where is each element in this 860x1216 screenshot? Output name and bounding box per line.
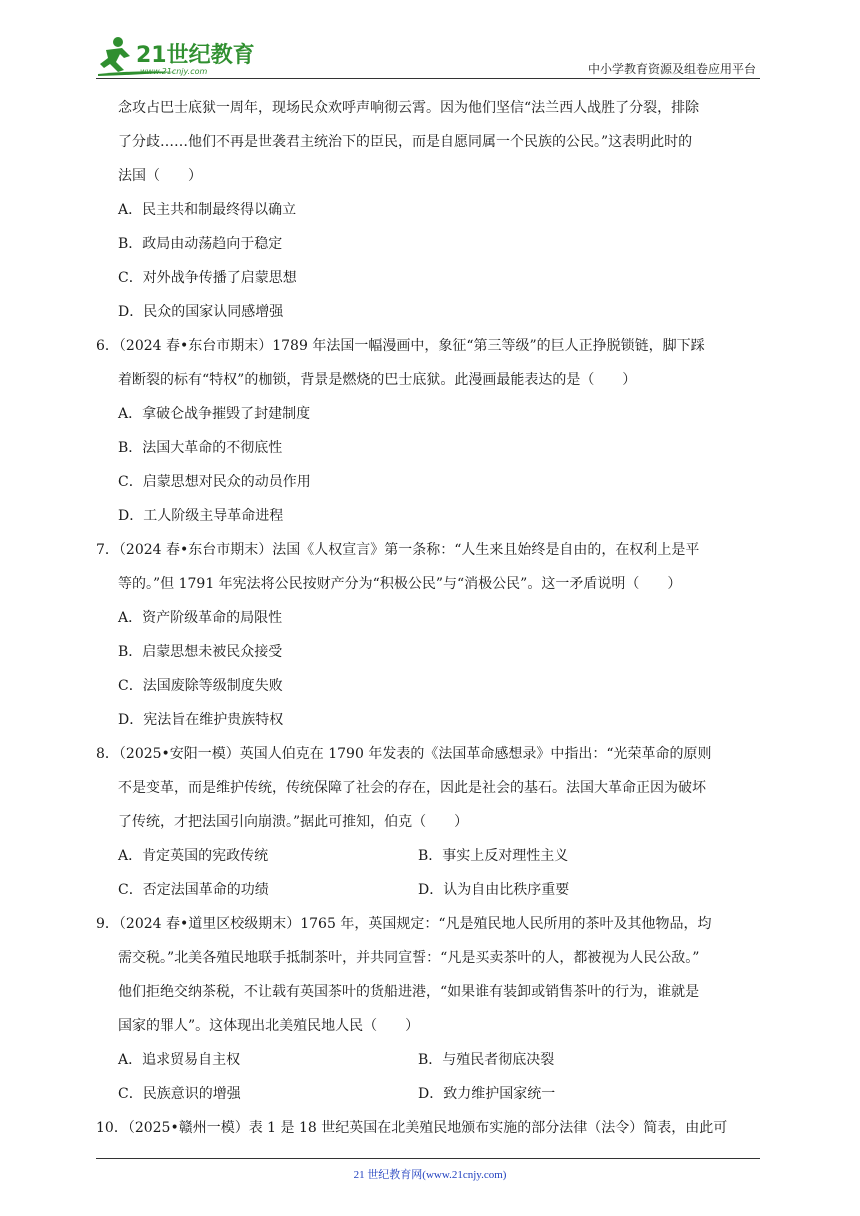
page-header [96,34,760,80]
option-b[interactable]: B．政局由动荡趋向于稳定 [118,236,283,252]
question-8-stem: 8．（2025•安阳一模）英国人伯克在 1790 年发表的《法国革命感想录》中指出：“光荣革命的原则 [96,746,712,762]
question-text-line: 等的。”但 1791 年宪法将公民按财产分为“积极公民”与“消极公民”。这一矛盾说明（ ） [118,576,682,592]
option-d[interactable]: D．致力维护国家统一 [418,1086,556,1102]
platform-name: 中小学教育资源及组卷应用平台 [587,62,756,76]
option-c[interactable]: C．法国废除等级制度失败 [118,678,283,694]
footer-divider [96,1158,760,1159]
option-d[interactable]: D．民众的国家认同感增强 [118,304,284,320]
question-text-line: 法国（ ） [118,168,202,184]
question-text-line: 了传统，才把法国引向崩溃。”据此可推知，伯克（ ） [118,814,469,830]
option-c[interactable]: C．民族意识的增强 [118,1086,241,1102]
question-text-line: 了分歧……他们不再是世袭君主统治下的臣民，而是自愿同属一个民族的公民。”这表明此时的 [118,134,693,150]
option-a[interactable]: A．拿破仑战争摧毁了封建制度 [118,406,311,422]
question-text-line: 需交税。”北美各殖民地联手抵制茶叶，并共同宣誓：“凡是买卖茶叶的人，都被视为人民公敌。” [118,950,700,966]
option-d[interactable]: D．宪法旨在维护贵族特权 [118,712,284,728]
option-d[interactable]: D．工人阶级主导革命进程 [118,508,284,524]
footer-link[interactable]: 21 世纪教育网(www.21cnjy.com) [353,1169,507,1181]
logo-title: 21世纪教育 [136,43,255,68]
option-d[interactable]: D．认为自由比秩序重要 [418,882,570,898]
21cnjy-logo [96,34,266,78]
option-c[interactable]: C．启蒙思想对民众的动员作用 [118,474,311,490]
logo-url: www.21cnjy.com [140,67,208,76]
question-6-stem: 6．（2024 春•东台市期末）1789 年法国一幅漫画中，象征“第三等级”的巨人正挣脱锁链，脚下踩 [96,338,705,354]
option-b[interactable]: B．与殖民者彻底决裂 [418,1052,555,1068]
question-10-stem: 10．（2025•赣州一模）表 1 是 18 世纪英国在北美殖民地颁布实施的部分法律（法令）简表，由此可 [96,1120,728,1136]
question-text-line: 国家的罪人”。这体现出北美殖民地人民（ ） [118,1018,420,1034]
question-9-stem: 9．（2024 春•道里区校级期末）1765 年，英国规定：“凡是殖民地人民所用的茶叶及其他物品，均 [96,916,712,932]
option-a[interactable]: A．资产阶级革命的局限性 [118,610,283,626]
option-a[interactable]: A．追求贸易自主权 [118,1052,241,1068]
option-b[interactable]: B．启蒙思想未被民众接受 [118,644,283,660]
option-b[interactable]: B．法国大革命的不彻底性 [118,440,283,456]
question-7-stem: 7．（2024 春•东台市期末）法国《人权宣言》第一条称：“人生来且始终是自由的，在权利上是平 [96,542,700,558]
option-c[interactable]: C．对外战争传播了启蒙思想 [118,270,297,286]
header-divider [96,78,760,79]
option-b[interactable]: B．事实上反对理性主义 [418,848,569,864]
question-text-line: 念攻占巴士底狱一周年，现场民众欢呼声响彻云霄。因为他们坚信“法兰西人战胜了分裂，排除 [118,100,700,116]
option-a[interactable]: A．肯定英国的宪政传统 [118,848,269,864]
question-text-line: 他们拒绝交纳茶税，不让载有英国茶叶的货船进港，“如果谁有装卸或销售茶叶的行为，谁就是 [118,984,700,1000]
question-text-line: 不是变革，而是维护传统，传统保障了社会的存在，因此是社会的基石。法国大革命正因为破坏 [118,780,706,796]
question-text-line: 着断裂的标有“特权”的枷锁，背景是燃烧的巴士底狱。此漫画最能表达的是（ ） [118,372,637,388]
option-c[interactable]: C．否定法国革命的功绩 [118,882,269,898]
option-a[interactable]: A．民主共和制最终得以确立 [118,202,297,218]
